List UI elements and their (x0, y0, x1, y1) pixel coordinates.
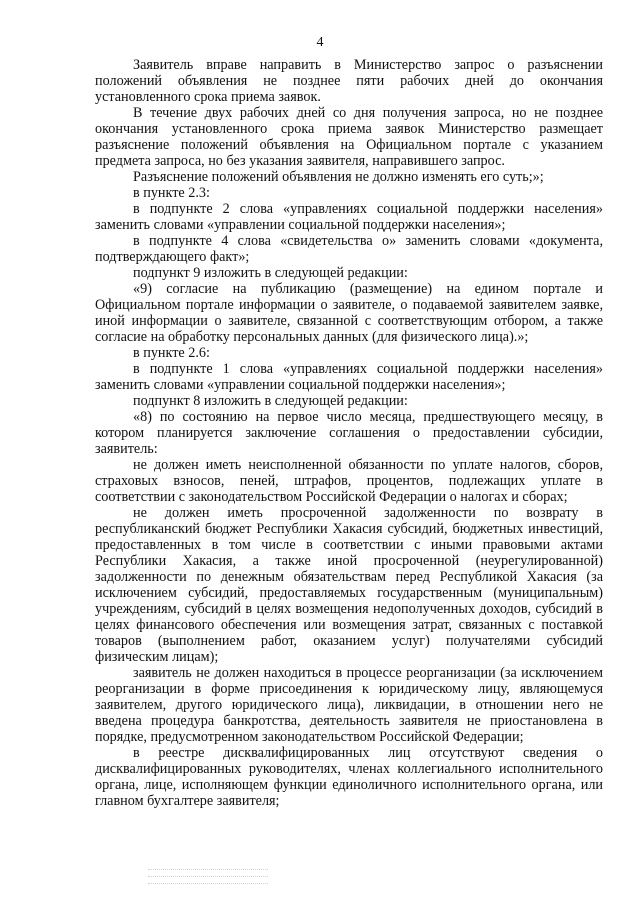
page-number: 4 (316, 35, 324, 50)
paragraph: «9) согласие на публикацию (размещение) на едином портале и Официальном портале информации о заявителе, о подаваемой заявителем заявке, иной информации о заявителе, связанной с соответствующим отбором, а также согласие на обработку персональных данных (для физического лица).»; (95, 281, 603, 345)
paragraph: в подпункте 4 слова «свидетельства о» заменить словами «документа, подтверждающего факт»; (95, 233, 603, 265)
paragraph: в подпункте 1 слова «управлениях социальной поддержки населения» заменить словами «управлении социальной поддержки населения»; (95, 361, 603, 393)
paragraph: подпункт 9 изложить в следующей редакции: (133, 265, 408, 281)
paragraph: «8) по состоянию на первое число месяца, предшествующего месяцу, в котором планируется заключение соглашения о предоставлении субсидии, заявитель: (95, 409, 603, 457)
paragraph: в подпункте 2 слова «управлениях социальной поддержки населения» заменить словами «управлении социальной поддержки населения»; (95, 201, 603, 233)
paragraph: В течение двух рабочих дней со дня получения запроса, но не позднее окончания установленного срока приема заявок Министерство размещает разъяснение положений объявления на Официальном портале с указанием предмета запроса, но без указания заявителя, направившего запрос. (95, 105, 603, 169)
faint-stamp-mark (148, 864, 268, 894)
paragraph: в пункте 2.3: (133, 185, 210, 201)
paragraph: в пункте 2.6: (133, 345, 210, 361)
paragraph: Разъяснение положений объявления не должно изменять его суть;»; (133, 169, 544, 185)
paragraph: не должен иметь просроченной задолженности по возврату в республиканский бюджет Республики Хакасия субсидий, бюджетных инвестиций, предоставленных в том числе в соответствии с иными правовыми актами Республики Хакасия, а также иной просроченной (неурегулированной) задолженности по денежным обязательствам перед Республикой Хакасия (за исключением субсидий, предоставляемых государственным (муниципальным) учреждениям, субсидий в целях возмещения недополученных доходов, субсидий в целях финансового обеспечения или возмещения затрат, связанных с поставкой товаров (выполнением работ, оказанием услуг) получателями субсидий физическим лицам); (95, 505, 603, 665)
paragraph: заявитель не должен находиться в процессе реорганизации (за исключением реорганизации в форме присоединения к юридическому лицу, являющемуся заявителем, другого юридического лица), ликвидации, в отношении него не введена процедура банкротства, деятельность заявителя не приостановлена в порядке, предусмотренном законодательством Российской Федерации; (95, 665, 603, 745)
paragraph: Заявитель вправе направить в Министерство запрос о разъяснении положений объявления не позднее пяти рабочих дней до окончания установленного срока приема заявок. (95, 57, 603, 105)
document-body (95, 57, 603, 809)
paragraph: подпункт 8 изложить в следующей редакции: (133, 393, 408, 409)
paragraph: не должен иметь неисполненной обязанности по уплате налогов, сборов, страховых взносов, пеней, штрафов, процентов, подлежащих уплате в соответствии с законодательством Российской Федерации о налогах и сборах; (95, 457, 603, 505)
paragraph: в реестре дисквалифицированных лиц отсутствуют сведения о дисквалифицированных руководителях, членах коллегиального исполнительного органа, лице, исполняющем функции единоличного исполнительного органа, или главном бухгалтере заявителя; (95, 745, 603, 809)
